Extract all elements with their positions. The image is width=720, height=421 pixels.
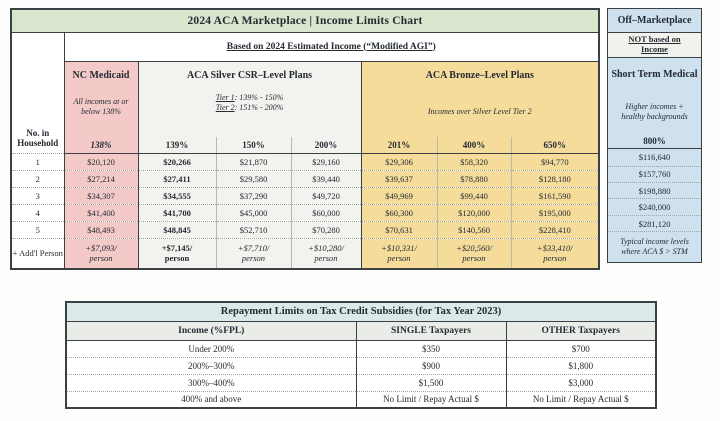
short-term-medical-note: Higher incomes + healthy backgrounds	[621, 102, 688, 122]
not-based-on-income-note	[607, 32, 702, 59]
income-cell: $29,580	[216, 170, 291, 187]
row-label: 5	[11, 221, 64, 238]
income-cell: $94,770	[511, 153, 599, 170]
addl-unit: person	[462, 253, 486, 264]
stm-income-cell: $116,640	[638, 152, 671, 163]
income-cell: $41,700	[138, 204, 216, 221]
household-axis-label: No. in Household	[11, 32, 64, 153]
addl-unit: person	[543, 253, 567, 264]
addl-amount-cell	[437, 238, 511, 269]
income-cell: $37,290	[216, 187, 291, 204]
off-marketplace-title: Off–Marketplace	[607, 8, 702, 33]
income-cell: $20,120	[64, 153, 138, 170]
addl-amount: +$10,280/	[308, 242, 344, 253]
income-cell: $120,000	[437, 204, 511, 221]
pct-header-201: 201%	[361, 137, 437, 153]
addl-unit: person	[387, 253, 411, 264]
addl-amount-cell	[138, 238, 216, 269]
pct-header-800: 800%	[608, 133, 701, 149]
silver-tier2-line	[145, 103, 355, 113]
repay-single-cell: $1,500	[356, 374, 506, 391]
repay-income-cell: 300%–400%	[66, 374, 356, 391]
repay-other-cell: $1,800	[506, 357, 656, 374]
addl-amount-cell	[216, 238, 291, 269]
group-note-bronze: Incomes over Silver Level Tier 2	[427, 106, 532, 116]
group-title-silver: ACA Silver CSR–Level Plans	[186, 69, 313, 81]
group-note-nc-medicaid: All incomes at or below 138%	[73, 96, 129, 116]
group-header-silver	[138, 61, 361, 137]
stm-income-cell: $157,760	[608, 166, 701, 182]
repay-header-other: OTHER Taxpayers	[506, 321, 656, 340]
group-title-nc-medicaid: NC Medicaid	[72, 69, 130, 81]
income-cell: $41,400	[64, 204, 138, 221]
income-cell: $29,306	[361, 153, 437, 170]
addl-amount-cell	[511, 238, 599, 269]
repay-single-cell: $350	[356, 340, 506, 357]
income-cell: $99,440	[437, 187, 511, 204]
income-limits-table	[10, 8, 600, 270]
stm-income-cell: $198,880	[608, 182, 701, 198]
addl-unit: person	[314, 253, 338, 264]
income-cell: $39,637	[361, 170, 437, 187]
addl-amount-cell	[64, 238, 138, 269]
income-cell: $48,493	[64, 221, 138, 238]
repay-other-cell: $3,000	[506, 374, 656, 391]
tier1-range: : 139% - 150%	[234, 92, 284, 102]
addl-amount-cell	[361, 238, 437, 269]
income-cell: $34,555	[138, 187, 216, 204]
addl-unit: person	[89, 253, 113, 264]
pct-header-400: 400%	[437, 137, 511, 153]
addl-amount: +$33,410/	[536, 242, 573, 253]
stm-footer-note: Typical income levels where ACA $ > STM	[608, 231, 701, 262]
income-cell: $21,870	[216, 153, 291, 170]
short-term-medical-title: Short Term Medical	[611, 69, 698, 81]
income-cell: $70,280	[291, 221, 361, 238]
tier1-label: Tier 1	[215, 92, 235, 102]
income-cell: $29,160	[291, 153, 361, 170]
repay-single-cell: $900	[356, 357, 506, 374]
addl-amount: +$10,331/	[381, 242, 417, 253]
pct-header-139: 139%	[138, 137, 216, 153]
addl-amount: +$7,145/	[161, 242, 193, 253]
row-label: 4	[11, 204, 64, 221]
repay-other-cell: $700	[506, 340, 656, 357]
stm-income-cell: $281,120	[608, 215, 701, 231]
addl-amount-cell	[291, 238, 361, 269]
pct-header-150: 150%	[216, 137, 291, 153]
addl-amount: +$7,710/	[237, 242, 270, 253]
repay-income-cell: 200%–300%	[66, 357, 356, 374]
income-cell: $58,320	[437, 153, 511, 170]
income-cell: $60,000	[291, 204, 361, 221]
tier2-range: : 151% - 200%	[234, 102, 284, 112]
income-cell: $48,845	[138, 221, 216, 238]
income-cell: $45,000	[216, 204, 291, 221]
stm-income-cell: $240,000	[608, 198, 701, 214]
group-header-nc-medicaid	[64, 61, 138, 137]
pct-header-200: 200%	[291, 137, 361, 153]
income-cell: $140,560	[437, 221, 511, 238]
addl-unit: person	[164, 253, 190, 264]
silver-tier1-line	[145, 93, 355, 103]
income-cell: $52,710	[216, 221, 291, 238]
income-cell: $34,307	[64, 187, 138, 204]
income-cell: $49,720	[291, 187, 361, 204]
income-cell: $70,631	[361, 221, 437, 238]
off-marketplace-panel	[607, 8, 702, 263]
main-title: 2024 ACA Marketplace | Income Limits Chart	[11, 9, 599, 32]
row-label: 1	[11, 153, 64, 170]
repayment-table-title: Repayment Limits on Tax Credit Subsidies (for Tax Year 2023)	[66, 302, 656, 321]
income-cell: $228,410	[511, 221, 599, 238]
pct-header-650: 650%	[511, 137, 599, 153]
repay-other-cell: No Limit / Repay Actual $	[506, 391, 656, 408]
income-cell: $27,411	[138, 170, 216, 187]
income-cell: $60,300	[361, 204, 437, 221]
row-label: 2	[11, 170, 64, 187]
addl-amount: +$20,560/	[456, 242, 492, 253]
pct-header-138: 138%	[64, 137, 138, 153]
not-based-on-income-text: NOT based on Income	[628, 34, 681, 54]
addl-unit: person	[241, 253, 266, 264]
income-cell: $49,969	[361, 187, 437, 204]
income-cell: $78,880	[437, 170, 511, 187]
income-cell: $195,000	[511, 204, 599, 221]
repayment-limits-table	[65, 301, 657, 409]
short-term-medical-column	[607, 57, 702, 263]
income-cell: $20,266	[138, 153, 216, 170]
group-header-bronze	[361, 61, 599, 137]
repay-header-single: SINGLE Taxpayers	[356, 321, 506, 340]
income-cell: $27,214	[64, 170, 138, 187]
repay-income-cell: Under 200%	[66, 340, 356, 357]
income-cell: $39,440	[291, 170, 361, 187]
main-subtitle-text: Based on 2024 Estimated Income (“Modified AGI”)	[226, 41, 436, 52]
repay-header-income: Income (%FPL)	[66, 321, 356, 340]
repay-income-cell: 400% and above	[66, 391, 356, 408]
group-title-bronze: ACA Bronze–Level Plans	[425, 69, 534, 81]
repay-single-cell: No Limit / Repay Actual $	[356, 391, 506, 408]
tier2-label: Tier 2	[215, 102, 235, 112]
group-note-silver	[139, 93, 361, 114]
income-cell: $161,590	[511, 187, 599, 204]
row-label: 3	[11, 187, 64, 204]
addl-amount: +$7,093/	[85, 242, 117, 253]
income-cell: $128,180	[511, 170, 599, 187]
main-subtitle	[64, 32, 599, 61]
addl-person-label: + Add'l Person	[11, 238, 64, 269]
